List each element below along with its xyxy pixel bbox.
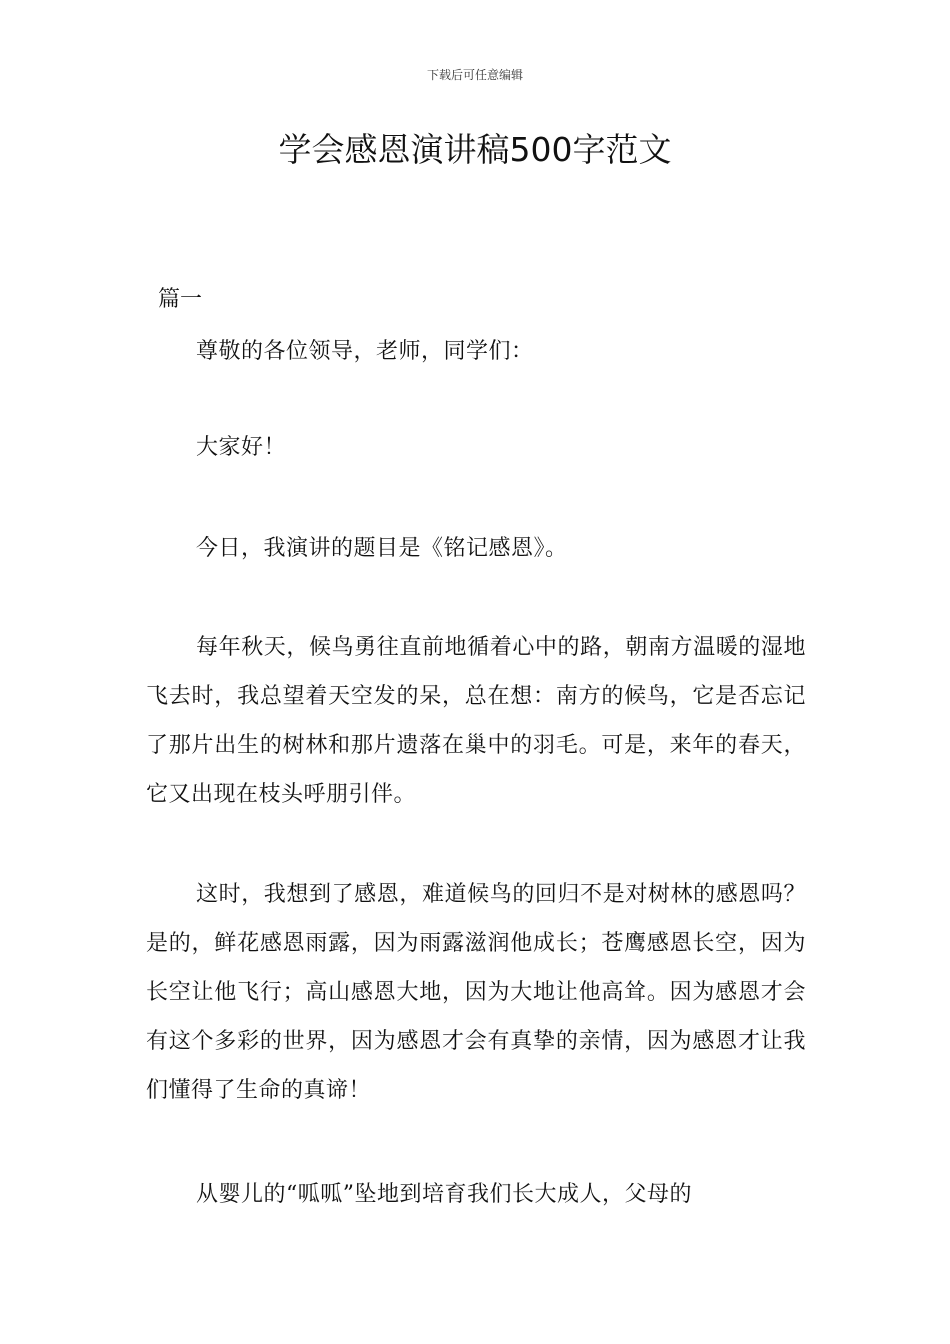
- paragraph-greeting: 尊敬的各位领导，老师，同学们：: [196, 339, 534, 364]
- paragraph-infant: 从婴儿的“呱呱”坠地到培育我们长大成人，父母的: [196, 1182, 692, 1207]
- paragraph-hello: 大家好！: [196, 435, 287, 460]
- paragraph-thought: 这时，我想到了感恩，难道候鸟的回归不是对树林的感恩吗？是的，鲜花感恩雨露，因为雨露滋润他成长；苍鹰感恩长空，因为长空让他飞行；高山感恩大地，因为大地让他高耸。因为感恩才会有这个多彩的世界，因为感恩才会有真挚的亲情，因为感恩才让我们懂得了生命的真谛！: [146, 882, 806, 1103]
- header-note: 下载后可任意编辑: [426, 68, 523, 82]
- paragraph-autumn: 每年秋天，候鸟勇往直前地循着心中的路，朝南方温暖的湿地飞去时，我总望着天空发的呆，总在想：南方的候鸟，它是否忘记了那片出生的树林和那片遗落在巢中的羽毛。可是，来年的春天，它又出现在枝头呼朋引伴。: [146, 635, 806, 807]
- section-label: 篇一: [158, 287, 203, 312]
- document-title: 学会感恩演讲稿500字范文: [278, 130, 672, 169]
- paragraph-topic: 今日，我演讲的题目是《铭记感恩》。: [196, 536, 568, 561]
